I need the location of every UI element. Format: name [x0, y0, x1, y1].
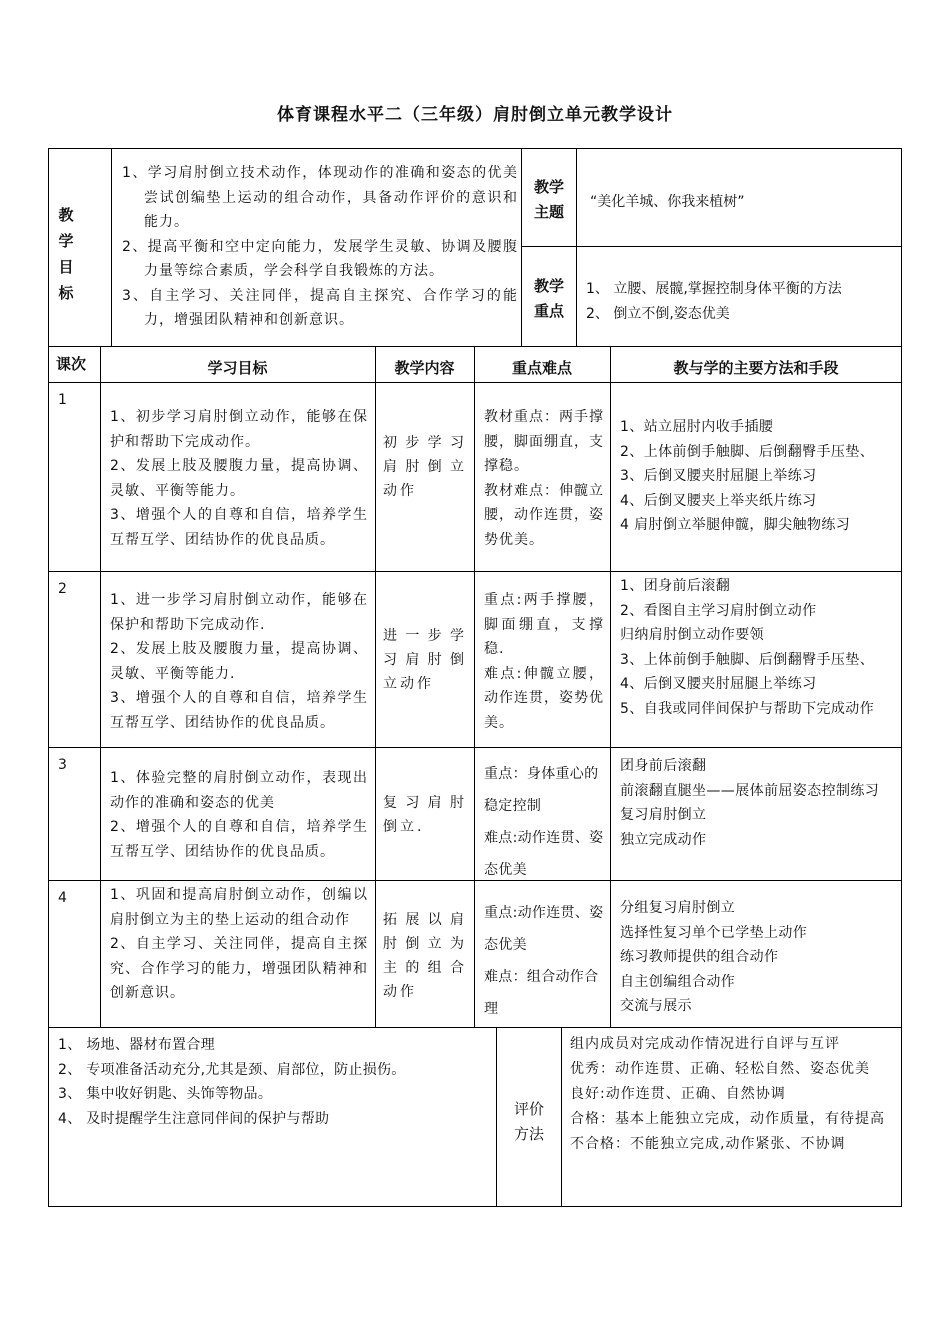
- lesson-methods: 团身前后滚翻 前滚翻直腿坐——展体前屈姿态控制练习 复习肩肘倒立 独立完成动作: [620, 758, 880, 848]
- teaching-theme: “美化羊城、你我来植树”: [590, 194, 745, 210]
- lesson-content: 初步学习肩肘倒立动作: [383, 435, 467, 499]
- evaluation-item: 优秀：动作连贯、正确、轻松自然、姿态优美: [570, 1061, 870, 1077]
- unit-goal-item: 2、提高平衡和空中定向能力，发展学生灵敏、协调及腰腹力量等综合素质，学会科学自我锻炼的方法。: [122, 238, 518, 279]
- safety-notes: [58, 1033, 488, 1131]
- lesson-goals: 1、巩固和提高肩肘倒立动作，创编以肩肘倒立为主的垫上运动的组合动作 2、自主学习、关注同伴，提高自主探究、合作学习的能力，增强团队精神和创新意识。: [110, 887, 368, 1001]
- lesson-content: 拓展以肩肘倒立为主的组合动作: [383, 912, 467, 1000]
- focus-label: 教学 重点: [533, 277, 564, 320]
- unit-goal-item: 3、自主学习、关注同伴，提高自主探究、合作学习的能力，增强团队精神和创新意识。: [122, 287, 518, 328]
- lesson-keypoints: 重点：身体重心的稳定控制 难点:动作连贯、姿态优美: [484, 766, 604, 878]
- col-header-keypoints: 重点难点: [511, 359, 572, 377]
- evaluation-item: 组内成员对完成动作情况进行自评与互评: [570, 1036, 840, 1052]
- evaluation-item: 不合格：不能独立完成,动作紧张、不协调: [570, 1136, 846, 1152]
- evaluation-item: 良好:动作连贯、正确、自然协调: [570, 1086, 786, 1102]
- lesson-goals: 1、进一步学习肩肘倒立动作，能够在保护和帮助下完成动作. 2、发展上肢及腰腹力量，提高协调、灵敏、平衡等能力. 3、增强个人的自尊和自信，培养学生互帮互学、团结协作的优良品质。: [110, 592, 368, 731]
- page-title: 体育课程水平二（三年级）肩肘倒立单元教学设计: [277, 105, 673, 125]
- col-header-goals: 学习目标: [207, 359, 268, 377]
- unit-goals: [122, 161, 518, 333]
- safety-item: 1、 场地、器材布置合理: [58, 1037, 215, 1053]
- lesson-number: 2: [58, 581, 67, 597]
- lesson-number: 4: [58, 890, 67, 906]
- col-header-content: 教学内容: [394, 359, 455, 377]
- evaluation-criteria: [570, 1032, 894, 1157]
- safety-item: 4、 及时提醒学生注意同伴间的保护与帮助: [58, 1110, 330, 1127]
- lesson-content: 进一步学习肩肘倒立动作: [383, 628, 467, 692]
- lesson-number: 1: [58, 392, 67, 408]
- lesson-methods: 分组复习肩肘倒立 选择性复习单个已学垫上动作 练习教师提供的组合动作 自主创编组合动作 交流与展示: [620, 900, 808, 1014]
- safety-item: 2、 专项准备活动充分,尤其是颈、肩部位，防止损伤。: [58, 1061, 406, 1078]
- col-header-lesson: 课次: [56, 355, 87, 373]
- lesson-methods: 1、团身前后滚翻 2、看图自主学习肩肘倒立动作 归纳肩肘倒立动作要领 3、上体前倒手触脚、后倒翻臀手压垫、 4、后倒叉腰夹肘屈腿上举练习 5、自我或同伴间保护与帮助下完成动作: [620, 578, 875, 717]
- lesson-goals: 1、初步学习肩肘倒立动作，能够在保护和帮助下完成动作。 2、发展上肢及腰腹力量，提高协调、灵敏、平衡等能力。 3、增强个人的自尊和自信，培养学生互帮互学、团结协作的优良品质。: [110, 409, 368, 548]
- evaluation-item: 合格：基本上能独立完成，动作质量，有待提高: [570, 1111, 885, 1127]
- theme-label: 教学 主题: [533, 178, 564, 221]
- lesson-goals: 1、体验完整的肩肘倒立动作，表现出动作的准确和姿态的优美 2、增强个人的自尊和自信，培养学生互帮互学、团结协作的优良品质。: [110, 770, 368, 860]
- lesson-number: 3: [58, 757, 67, 773]
- lesson-keypoints: 重点:两手撑腰，脚面绷直，支撑稳. 难点:伸髋立腰，动作连贯，姿势优美。: [484, 592, 604, 731]
- lesson-keypoints: 教材重点：两手撑腰，脚面绷直，支撑稳。 教材难点：伸髋立腰，动作连贯，姿势优美。: [484, 409, 604, 548]
- unit-goal-item: 1、学习肩肘倒立技术动作，体现动作的准确和姿态的优美尝试创编垫上运动的组合动作，具备动作评价的意识和能力。: [122, 165, 518, 230]
- goals-label: 教 学 目 标: [58, 206, 74, 302]
- lesson-methods: 1、站立屈肘内收手插腰 2、上体前倒手触脚、后倒翻臀手压垫、 3、后倒叉腰夹肘屈腿上举练习 4、后倒叉腰夹上举夹纸片练习 4 肩肘倒立举腿伸髋，脚尖触物练习: [620, 419, 875, 533]
- evaluation-label: 评价 方法: [513, 1100, 544, 1143]
- col-header-methods: 教与学的主要方法和手段: [673, 359, 839, 377]
- teaching-focus: 1、 立腰、展髋,掌握控制身体平衡的方法 2、 倒立不倒,姿态优美: [586, 281, 842, 322]
- lesson-keypoints: 重点:动作连贯、姿态优美 难点：组合动作合理: [484, 905, 604, 1017]
- lesson-content: 复习肩肘倒立.: [383, 795, 467, 835]
- safety-item: 3、 集中收好钥匙、头饰等物品。: [58, 1086, 273, 1102]
